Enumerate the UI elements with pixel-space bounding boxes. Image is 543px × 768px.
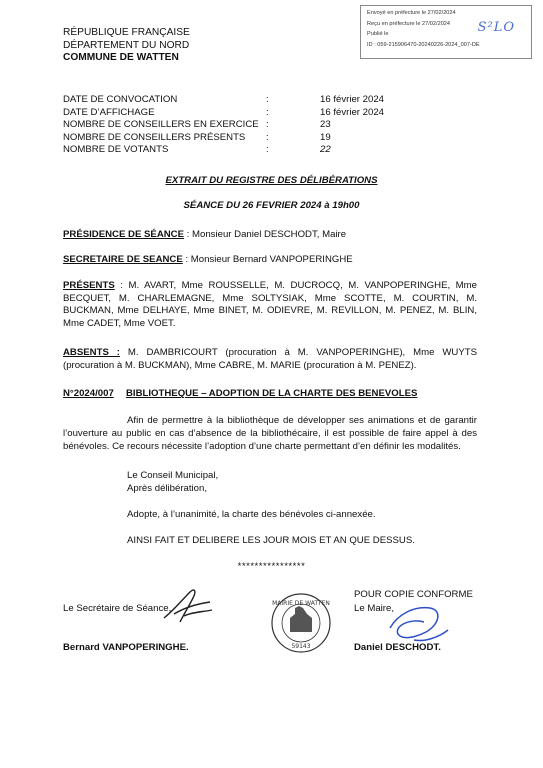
info-row [63, 94, 384, 107]
header-republic: RÉPUBLIQUE FRANÇAISE [63, 27, 190, 38]
info-colon: : [266, 144, 269, 156]
header-commune: COMMUNE DE WATTEN [63, 52, 179, 64]
info-row [63, 144, 384, 157]
info-colon: : [266, 131, 269, 143]
absents-key: ABSENTS : [63, 347, 120, 358]
separator-stars: **************** [237, 561, 306, 572]
secretaire-text: : Monsieur Bernard VANPOPERINGHE [182, 254, 353, 265]
true-copy-label: POUR COPIE CONFORME [354, 589, 473, 600]
info-colon: : [266, 119, 269, 131]
town-seal [270, 592, 332, 654]
session-info-table [63, 94, 384, 157]
info-label: DATE D’AFFICHAGE [63, 106, 155, 118]
header-department: DÉPARTEMENT DU NORD [63, 39, 190, 51]
secretaire-key: SECRETAIRE DE SEANCE [63, 254, 183, 265]
presents-key: PRÉSENTS [63, 280, 115, 291]
info-value: 19 [320, 131, 331, 143]
info-colon: : [266, 106, 269, 118]
secretary-signature [160, 586, 218, 628]
info-row [63, 107, 384, 120]
absents-text: M. DAMBRICOURT (procuration à M. VANPOPERINGHE), Mme WUYTS (procuration à M. BUCKMAN), Mme CABRE, M. MARIE (procuration à M. PENEZ). [63, 347, 477, 371]
secretary-name: Bernard VANPOPERINGHE. [63, 642, 189, 653]
presidence-text: : Monsieur Daniel DESCHODT, Maire [184, 229, 347, 240]
deliberation-title: BIBLIOTHEQUE – ADOPTION DE LA CHARTE DES BENEVOLES [126, 388, 418, 399]
secretaire-line [63, 254, 477, 267]
mayor-name: Daniel DESCHODT. [354, 642, 441, 653]
secretary-role: Le Secrétaire de Séance, [63, 603, 172, 614]
deliberation-number: N°2024/007 [63, 388, 114, 399]
deliberation-heading [63, 388, 417, 399]
conseil-line: Le Conseil Municipal, [127, 470, 219, 481]
session-date-title: SÉANCE DU 26 FEVRIER 2024 à 19h00 [183, 200, 360, 211]
seal-top-text: MAIRIE DE WATTEN [272, 600, 330, 607]
register-extract-title: EXTRAIT DU REGISTRE DES DÉLIBÉRATIONS [165, 175, 378, 186]
seal-emblem [290, 606, 312, 632]
info-label: NOMBRE DE CONSEILLERS EN EXERCICE [63, 119, 259, 131]
presidence-line [63, 229, 477, 242]
deliberation-line: Après délibération, [127, 483, 207, 494]
stamp-signature: S²LO [477, 20, 515, 35]
info-row [63, 119, 384, 132]
issuer-header [63, 27, 190, 65]
absents-paragraph [63, 347, 477, 372]
info-value: 22 [320, 144, 331, 156]
prefecture-stamp [360, 5, 532, 59]
adoption-line: Adopte, à l’unanimité, la charte des bénévoles ci-annexée. [127, 509, 376, 520]
seal-bottom-text: 59143 [291, 643, 311, 650]
body-paragraph: Afin de permettre à la bibliothèque de développer ses animations et de garantir l’ouverture au public en cas d’absence de la bibliothécaire, il est possible de faire appel à des bénévoles. Ce recours nécessite l’adoption d’une charte permettant d’en définir les modalités. [63, 415, 477, 452]
info-row [63, 132, 384, 145]
info-value: 16 février 2024 [320, 106, 384, 118]
stamp-published: Publié le [367, 31, 389, 37]
info-label: DATE DE CONVOCATION [63, 94, 178, 105]
info-label: NOMBRE DE VOTANTS [63, 144, 169, 156]
mayor-role: Le Maire, [354, 603, 394, 614]
info-value: 23 [320, 119, 331, 131]
presents-paragraph [63, 280, 477, 330]
info-value: 16 février 2024 [320, 94, 384, 105]
presidence-key: PRÉSIDENCE DE SÉANCE [63, 229, 185, 240]
stamp-received: Reçu en préfecture le 27/02/2024 [367, 20, 451, 27]
closing-formula: AINSI FAIT ET DELIBERE LES JOUR MOIS ET AN QUE DESSUS. [127, 535, 415, 546]
stamp-id: ID : 059-215906470-20240226-2024_007-DE [367, 41, 480, 48]
stamp-sent: Envoyé en préfecture le 27/02/2024 [367, 10, 456, 16]
info-colon: : [266, 94, 269, 105]
info-label: NOMBRE DE CONSEILLERS PRÉSENTS [63, 131, 246, 143]
presents-text: : M. AVART, Mme ROUSSELLE, M. DUCROCQ, M. VANPOPERINGHE, Mme BECQUET, M. CHARLEMAGNE, Mme SOLTYSIAK, Mme SCOTTE, M. COURTIN, M. BUCKMAN, Mme DELHAYE, Mme BINET, M. ODIEVRE, M. REVILLON, M. PENEZ, M. BLIN, Mme CADET, Mme VOET. [63, 280, 477, 329]
